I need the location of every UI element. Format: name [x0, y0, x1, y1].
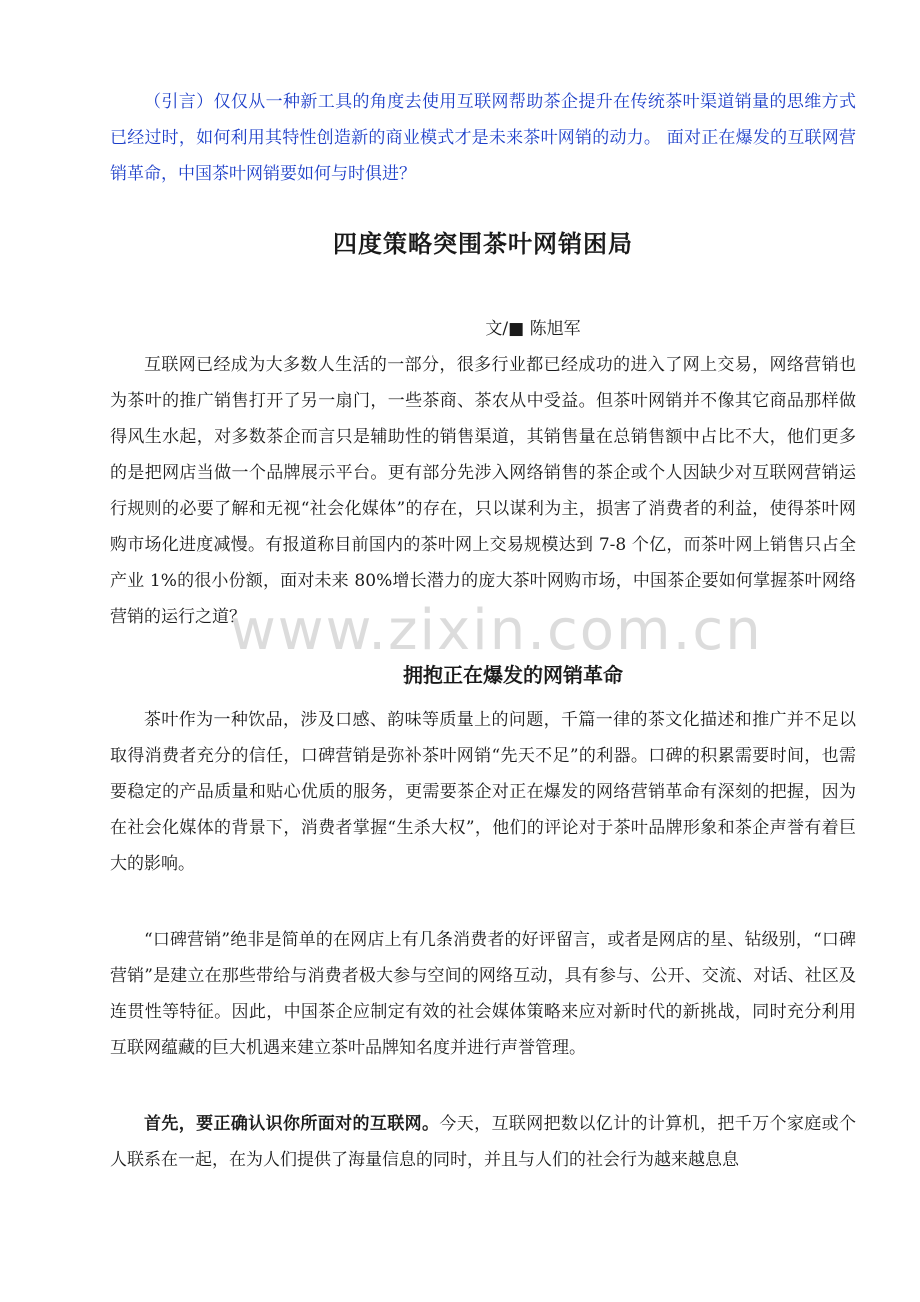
paragraph-spacer [110, 882, 856, 922]
body-paragraph-1: 互联网已经成为大多数人生活的一部分，很多行业都已经成功的进入了网上交易，网络营销也为茶叶的推广销售打开了另一扇门，一些茶商、茶农从中受益。但茶叶网销并不像其它商品那样做得风生水起，对多数茶企而言只是辅助性的销售渠道，其销售量在总销售额中占比不大，他们更多的是把网店当做一个品牌展示平台。更有部分先涉入网络销售的茶企或个人因缺少对互联网营销运行规则的必要了解和无视“社会化媒体”的存在，只以谋利为主，损害了消费者的利益，使得茶叶网购市场化进度减慢。有报道称目前国内的茶叶网上交易规模达到 7-8 个亿，而茶叶网上销售只占全产业 1%的很小份额，面对未来 80%增长潜力的庞大茶叶网购市场，中国茶企要如何掌握茶叶网络营销的运行之道？ [110, 355, 856, 627]
document-page [110, 84, 856, 1178]
body-paragraph-3: “口碑营销”绝非是简单的在网店上有几条消费者的好评留言，或者是网店的星、钻级别，“口碑营销”是建立在那些带给与消费者极大参与空间的网络互动，具有参与、公开、交流、对话、社区及连贯性等特征。因此，中国茶企应制定有效的社会媒体策略来应对新时代的新挑战，同时充分利用互联网蕴藏的巨大机遇来建立茶叶品牌知名度并进行声誉管理。 [110, 930, 856, 1058]
paragraph-spacer [110, 1066, 856, 1106]
author-byline: 文/■ 陈旭军 [485, 319, 581, 339]
section-heading: 拥抱正在爆发的网销革命 [403, 663, 623, 687]
intro-paragraph: （引言）仅仅从一种新工具的角度去使用互联网帮助茶企提升在传统茶叶渠道销量的思维方式已经过时，如何利用其特性创造新的商业模式才是未来茶叶网销的动力。 面对正在爆发的互联网营销革命，中国茶叶网销要如何与时俱进？ [110, 92, 856, 184]
paragraph-lead-phrase: 首先，要正确认识你所面对的互联网。 [144, 1114, 440, 1134]
body-paragraph-4 [110, 1106, 856, 1178]
body-paragraph-2: 茶叶作为一种饮品，涉及口感、韵味等质量上的问题，千篇一律的茶文化描述和推广并不足以取得消费者充分的信任，口碑营销是弥补茶叶网销“先天不足”的利器。口碑的积累需要时间，也需要稳定的产品质量和贴心优质的服务，更需要茶企对正在爆发的网络营销革命有深刻的把握，因为在社会化媒体的背景下，消费者掌握“生杀大权”，他们的评论对于茶叶品牌形象和茶企声誉有着巨大的影响。 [110, 710, 856, 874]
paragraph-text: 今天，互联网把数以亿计的计算机，把千万个家庭或个人联系在一起，在为人们提供了海量信息的同时，并且与人们的社会行为越来越息息 [110, 1114, 856, 1170]
watermark: www.zixin.com.cn [230, 598, 763, 663]
article-title: 四度策略突围茶叶网销困局 [333, 230, 633, 258]
